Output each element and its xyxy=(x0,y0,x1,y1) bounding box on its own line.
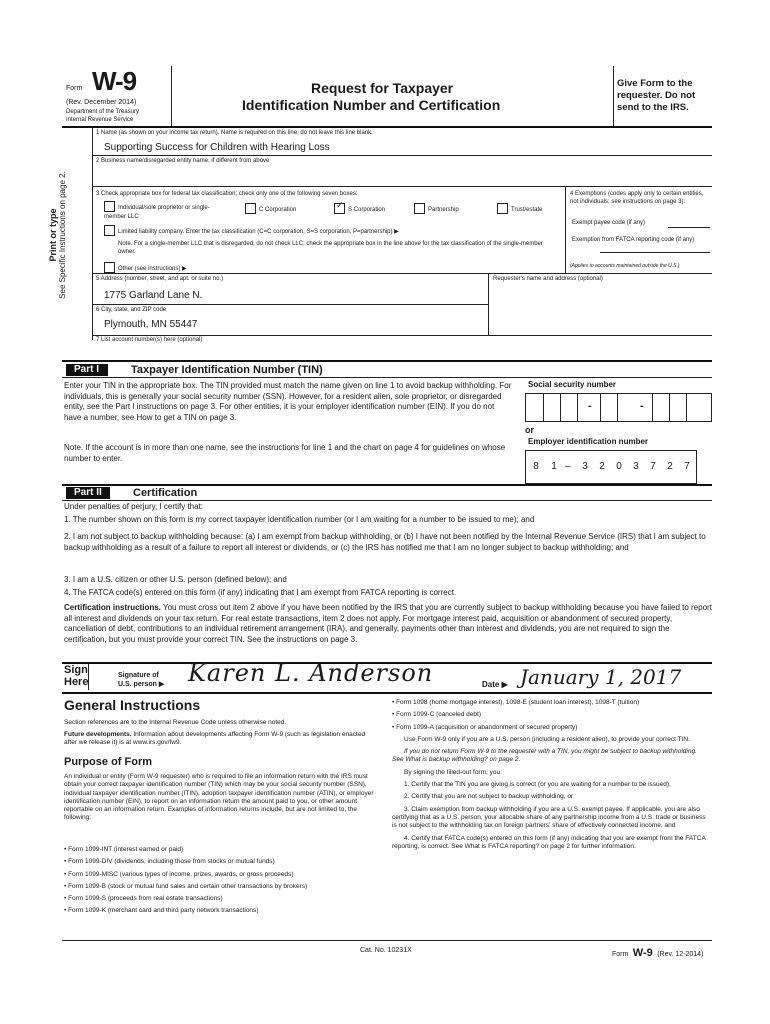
signature-field[interactable]: Karen L. Anderson xyxy=(188,659,434,687)
s-corp-label: S Corporation xyxy=(348,207,386,214)
footer-rule xyxy=(62,940,712,941)
footer-form-word: Form xyxy=(612,951,629,958)
c-corp-checkbox[interactable] xyxy=(245,203,256,214)
city-state-zip-field[interactable]: Plymouth, MN 55447 xyxy=(104,319,198,330)
signature-of: Signature of xyxy=(118,672,159,679)
list-item: • Form 1099-S (proceeds from real estate transactions) xyxy=(64,895,223,903)
purpose-text: An individual or entity (Form W-9 requester) who is required to file an information return with the IRS must obtain your correct taxpayer identification number (TIN) which may be your social security number (SSN), individual taxpayer identification number (ITIN), adoption taxpayer identification number (ATIN), or employer identification number (EIN), to report on an information return the amount paid to you, or other amount reportable on an information return. Examples of information returns include, but are not limited to, the following: xyxy=(64,773,374,822)
rule-line1 xyxy=(92,155,712,156)
exempt-payee-label: Exempt payee code (if any) xyxy=(572,220,646,226)
cert-instructions-text: You must cross out item 2 above if you have been notified by the IRS that you are currently subject to backup withholding because you have failed to report all interest and dividends on your tax return. For real estate transactions, item 2 does not apply. For mortgage interest paid, acquisition or abandonment of secured property, cancellation of debt, contributions to an individual retirement arrangement (IRA), and generally, payments other than interest and dividends, you are not required to sign the certification, but you must provide your correct TIN. See the instructions on page 3. xyxy=(64,603,712,644)
line7-label: 7 List account number(s) here (optional) xyxy=(96,337,203,343)
department: Department of the Treasury xyxy=(66,109,140,115)
form-word: Form xyxy=(66,85,83,92)
ein-digit: 7 xyxy=(684,461,690,472)
part1-bottom-rule xyxy=(62,484,712,486)
part2-title: Certification xyxy=(133,487,198,499)
sign-word: Sign xyxy=(64,664,88,676)
sign-bottom-rule xyxy=(62,692,712,694)
catalog-number: Cat. No. 10231X xyxy=(360,947,412,954)
address-field[interactable]: 1775 Garland Lane N. xyxy=(104,290,203,301)
requester-divider xyxy=(488,273,489,335)
cert-instructions-heading: Certification instructions. xyxy=(64,603,161,612)
irs-label: Internal Revenue Service xyxy=(66,117,134,123)
trust-label: Trust/estate xyxy=(511,207,543,214)
certify-item1: 1. Certify that the TIN you are giving is correct (or you are waiting for a number to be issued), xyxy=(404,781,671,789)
rule-line5 xyxy=(92,304,488,305)
list-item: • Form 1099-DIV (dividends, including those from stocks or mutual funds) xyxy=(64,858,275,866)
perjury-intro: Under penalties of perjury, I certify that: xyxy=(64,502,204,511)
list-item: • Form 1099-C (canceled debt) xyxy=(392,711,481,719)
part1-text: Enter your TIN in the appropriate box. The TIN provided must match the name given on line 1 to avoid backup withholding. For individuals, this is generally your social security number (SSN). However, for a resident alien, sole proprietor, or disregarded entity, see the Part I instructions on page 3. For other entities, it is your employer identification number (EIN). If you do not have a number, see How to get a TIN on page 3. xyxy=(64,381,512,422)
give-form-note: Give Form to the requester. Do not send to the IRS. xyxy=(617,78,696,113)
certify-item2: 2. Certify that you are not subject to backup withholding, or xyxy=(404,793,574,801)
ein-dash: – xyxy=(565,461,571,472)
part2-label: Part II xyxy=(66,487,110,499)
bullet-list-left xyxy=(64,846,374,916)
individual-checkbox[interactable] xyxy=(104,201,115,212)
footer-revision: (Rev. 12-2014) xyxy=(657,951,704,958)
part1-label: Part I xyxy=(66,364,108,376)
ein-digit: 2 xyxy=(667,461,673,472)
rule-line3 xyxy=(92,273,712,274)
footer-form-id xyxy=(612,943,703,961)
other-checkbox[interactable] xyxy=(104,262,115,273)
cert-instructions xyxy=(64,603,712,645)
form-title-line1: Request for Taxpayer xyxy=(311,80,454,96)
date-label: Date ▶ xyxy=(482,680,508,689)
certify-item4: 4. Certify that FATCA code(s) entered on this form (if any) indicating that you are exempt from the FATCA reporting, is correct. See What is FATCA reporting? on page 2 for further information. xyxy=(392,834,706,850)
ein-digit: 0 xyxy=(616,461,622,472)
here-word: Here xyxy=(64,676,89,688)
part2-rule xyxy=(62,500,712,501)
cert-item1: 1. The number shown on this form is my correct taxpayer identification number (or I am waiting for a number to be issued to me); and xyxy=(64,515,535,524)
backup-withholding-note: If you do not return Form W-9 to the requester with a TIN, you might be subject to backup withholding. See What is backup withholding? on page 2. xyxy=(392,748,697,764)
line6-label: 6 City, state, and ZIP code xyxy=(96,307,167,313)
instructions-right-column xyxy=(392,699,710,851)
see-specific-instructions: See Specific Instructions on page 2. xyxy=(58,171,67,299)
future-developments-text: Information about developments affecting Form W-9 (such as legislation enacted after we release it) is at www.irs.gov/fw9. xyxy=(64,731,366,746)
form-number: W-9 xyxy=(92,66,137,96)
footer-form-number: W-9 xyxy=(632,947,653,959)
exempt-payee-field[interactable] xyxy=(668,227,710,228)
side-divider xyxy=(92,128,93,340)
future-developments xyxy=(64,731,374,747)
classification-individual[interactable] xyxy=(104,202,222,221)
ein-label: Employer identification number xyxy=(528,437,649,446)
form-title-line2: Identification Number and Certification xyxy=(242,97,501,113)
ssn-label: Social security number xyxy=(528,380,617,389)
list-item: • Form 1099-K (merchant card and third party network transactions) xyxy=(64,907,259,915)
llc-note: Note. For a single-member LLC that is disregarded, do not check LLC; check the appropriate box in the line above for the tax classification of the single-member owner. xyxy=(118,241,543,255)
ein-digit: 7 xyxy=(650,461,656,472)
ein-digit: 3 xyxy=(582,461,588,472)
ein-digits xyxy=(525,458,695,476)
s-corp-checkbox-checked[interactable] xyxy=(334,203,345,214)
date-field[interactable]: January 1, 2017 xyxy=(520,665,682,689)
c-corp-label: C Corporation xyxy=(259,207,297,214)
other-label: Other (see instructions) ▶ xyxy=(118,266,187,273)
ein-digit: 8 xyxy=(533,461,539,472)
classification-llc[interactable] xyxy=(104,226,554,237)
line3-divider xyxy=(565,186,566,273)
rule-line2 xyxy=(92,186,712,187)
section-references: Section references are to the Internal Revenue Code unless otherwise noted. xyxy=(64,719,287,726)
cert-item4: 4. The FATCA code(s) entered on this form (if any) indicating that I am exempt from FATCA reporting is correct. xyxy=(64,588,457,597)
line5-label: 5 Address (number, street, and apt. or suite no.) xyxy=(96,276,224,282)
sign-divider xyxy=(88,664,89,690)
ein-digit: 3 xyxy=(633,461,639,472)
list-item: • Form 1099-INT (interest earned or paid) xyxy=(64,846,184,853)
signature-label xyxy=(118,671,164,689)
fatca-label: Exemption from FATCA reporting code (if any) xyxy=(572,237,695,243)
cert-item3: 3. I am a U.S. citizen or other U.S. person (defined below); and xyxy=(64,575,287,584)
fatca-code-field[interactable] xyxy=(600,252,710,253)
classification-trust[interactable] xyxy=(497,204,542,215)
ein-digit: 1 xyxy=(551,461,557,472)
print-or-type: Print or type xyxy=(48,208,58,262)
llc-checkbox[interactable] xyxy=(104,225,115,236)
llc-label: Limited liability company. Enter the tax classification (C=C corporation, S=S corporation, P=partnership) ▶ xyxy=(118,229,399,236)
by-signing: By signing the filled-out form, you: xyxy=(404,768,502,776)
general-instructions-title: General Instructions xyxy=(64,697,201,713)
list-item: • Form 1099-B (stock or mutual fund sales and certain other transactions by brokers) xyxy=(64,882,308,890)
ein-digit: 2 xyxy=(599,461,605,472)
header-divider-right xyxy=(613,66,614,126)
requester-label: Requester's name and address (optional) xyxy=(493,276,603,282)
line3-label: 3 Check appropriate box for federal tax classification; check only one of the following seven boxes: xyxy=(96,191,358,197)
name-field[interactable]: Supporting Success for Children with Hearing Loss xyxy=(104,142,330,153)
classification-s-corp[interactable] xyxy=(334,204,385,215)
side-instructions xyxy=(48,140,82,330)
partnership-checkbox[interactable] xyxy=(414,203,425,214)
classification-c-corp[interactable] xyxy=(245,204,296,215)
part1-rule xyxy=(62,377,712,378)
us-person: U.S. person ▶ xyxy=(118,681,165,688)
list-item: • Form 1099-A (acquisition or abandonment of secured property) xyxy=(392,723,578,731)
future-developments-heading: Future developments. xyxy=(64,731,132,738)
exemptions-label: 4 Exemptions (codes apply only to certain entities, not individuals; see instructions on page 3): xyxy=(570,191,704,205)
line1-label: 1 Name (as shown on your income tax return). Name is required on this line; do not leave this line blank. xyxy=(96,130,373,136)
individual-label: Individual/sole proprietor or single-member LLC xyxy=(104,205,210,220)
classification-partnership[interactable] xyxy=(414,204,459,215)
form-header xyxy=(62,66,712,126)
purpose-title: Purpose of Form xyxy=(64,756,153,768)
line2-label: 2 Business name/disregarded entity name, if different from above xyxy=(96,158,270,164)
list-item: • Form 1099-MISC (various types of income, prizes, awards, or gross proceeds) xyxy=(64,870,294,878)
applies-note: (Applies to accounts maintained outside the U.S.) xyxy=(570,263,680,269)
trust-checkbox[interactable] xyxy=(497,203,508,214)
or-label: or xyxy=(525,425,534,435)
revision-date: (Rev. December 2014) xyxy=(66,99,137,106)
header-rule xyxy=(62,126,712,128)
list-item: • Form 1098 (home mortgage interest), 1098-E (student loan interest), 1098-T (tuition) xyxy=(392,699,640,706)
part1-note: Note. If the account is in more than one name, see the instructions for line 1 and the chart on page 4 for guidelines on whose number to enter. xyxy=(64,443,506,463)
header-divider-left xyxy=(171,66,172,126)
business-name-field[interactable] xyxy=(104,168,704,182)
rule-line7 xyxy=(62,360,712,362)
sign-here xyxy=(64,664,88,688)
partnership-label: Partnership xyxy=(428,207,459,214)
certify-item3: 3. Claim exemption from backup withholding if you are a U.S. exempt payee. If applicable, you are also certifying that as a U.S. person, your allocable share of any partnership income from a U.S. trade or business is not subject to the withholding tax on foreign partners' share of effectively connected income, and xyxy=(392,805,706,830)
use-w9-text: Use Form W-9 only if you are a U.S. person (including a resident alien), to provide your correct TIN. xyxy=(404,735,690,743)
cert-item2: 2. I am not subject to backup withholding because: (a) I am exempt from backup withholding, or (b) I have not been notified by the Internal Revenue Service (IRS) that I am subject to backup withholding as a result of a failure to report all interest or dividends, or (c) the IRS has notified me that I am no longer subject to backup withholding; and xyxy=(64,532,706,552)
ssn-box[interactable]: - - xyxy=(525,393,712,422)
part1-title: Taxpayer Identification Number (TIN) xyxy=(131,364,323,376)
